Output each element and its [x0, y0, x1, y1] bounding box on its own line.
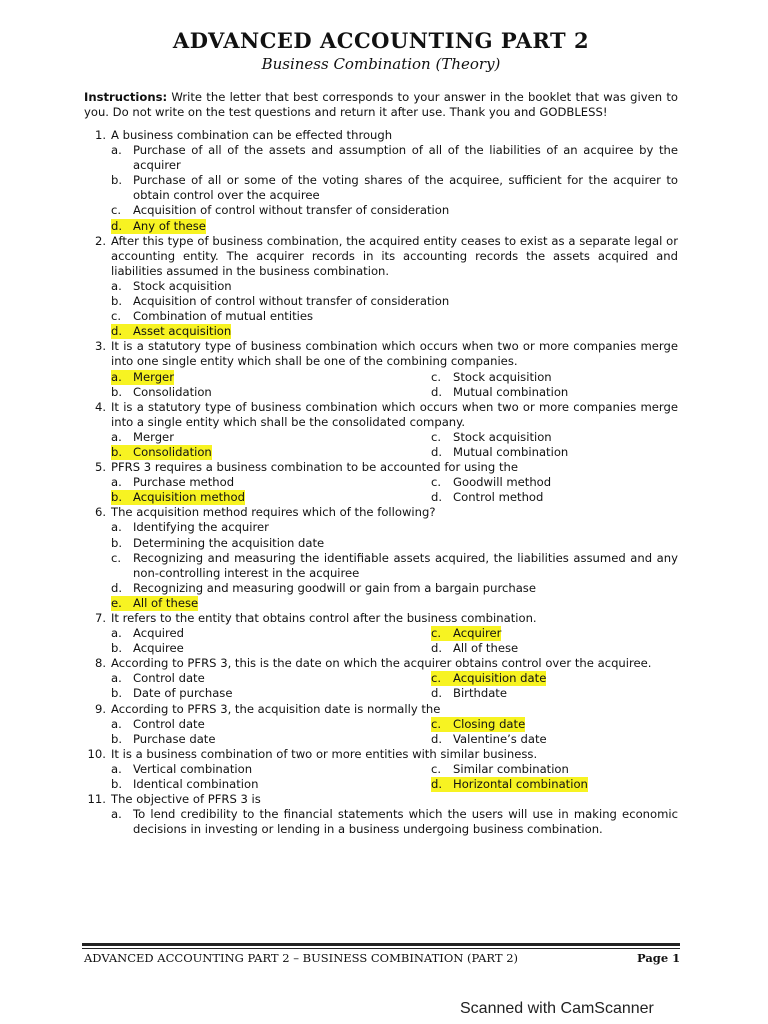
question-number: 6.: [94, 505, 106, 520]
option-text: Goodwill method: [453, 475, 552, 490]
question-number: 9.: [94, 701, 106, 716]
answer-option: [431, 732, 678, 747]
option-text: Merger: [133, 369, 174, 384]
question-7: [84, 611, 678, 656]
answer-option: [111, 762, 431, 777]
question-4: [84, 400, 678, 460]
option-text: Acquirer: [453, 626, 502, 641]
question-number: 4.: [94, 399, 106, 414]
option-letter: b.: [111, 490, 123, 505]
answer-highlight: [431, 671, 546, 686]
answer-option: [111, 279, 678, 294]
answer-option: [111, 143, 678, 173]
option-letter: c.: [111, 203, 122, 218]
answer-option: [431, 762, 678, 777]
option-text: Acquisition method: [133, 490, 245, 505]
option-text: Any of these: [133, 218, 206, 233]
option-letter: a.: [111, 278, 122, 293]
option-letter: a.: [111, 429, 122, 444]
question-6: [84, 505, 678, 611]
option-text: Date of purchase: [133, 686, 233, 701]
answer-option: [431, 385, 678, 400]
option-text: Control date: [133, 716, 205, 731]
option-text: Purchase of all or some of the voting shares of the acquiree, sufficient for the acquirer to obtain control over the acquiree: [133, 173, 678, 203]
question-number: 10.: [87, 746, 106, 761]
option-text: Stock acquisition: [133, 278, 232, 293]
option-letter: c.: [431, 716, 442, 731]
option-letter: a.: [111, 671, 122, 686]
option-text: All of these: [133, 595, 199, 610]
option-letter: a.: [111, 807, 122, 822]
option-letter: a.: [111, 761, 122, 776]
question-stem: [84, 460, 678, 475]
answer-options: [111, 430, 678, 460]
option-letter: b.: [111, 444, 123, 459]
answer-options: [111, 717, 678, 747]
option-letter: a.: [111, 369, 122, 384]
question-number: 7.: [94, 611, 106, 625]
answer-option: [111, 777, 431, 792]
answer-option: [111, 596, 678, 611]
option-letter: b.: [111, 294, 123, 309]
question-stem: [84, 747, 678, 762]
question-stem: [84, 611, 678, 626]
option-text: Similar combination: [453, 761, 569, 776]
option-text: Purchase of all of the assets and assumption of all of the liabilities of an acquiree by the acquirer: [133, 143, 678, 173]
answer-options: [111, 143, 678, 234]
option-text: Mutual combination: [453, 384, 569, 399]
answer-option: [431, 671, 678, 686]
answer-options: [111, 279, 678, 339]
instructions-label: Instructions:: [84, 90, 168, 104]
option-letter: d.: [431, 490, 443, 505]
answer-highlight: [111, 490, 245, 505]
answer-option: [111, 641, 431, 656]
option-letter: a.: [111, 520, 122, 535]
answer-option: [111, 490, 431, 505]
option-text: Mutual combination: [453, 444, 569, 459]
question-text: It refers to the entity that obtains control after the business combination.: [111, 611, 537, 625]
answer-options: [111, 626, 678, 656]
answer-option: [431, 475, 678, 490]
option-letter: a.: [111, 475, 122, 490]
answer-options: [111, 762, 678, 792]
option-text: Combination of mutual entities: [133, 309, 314, 324]
answer-option: [111, 686, 431, 701]
question-number: 5.: [94, 460, 106, 475]
option-text: All of these: [453, 641, 519, 656]
question-number: 1.: [94, 128, 106, 142]
question-text: It is a business combination of two or more entities with similar business.: [111, 746, 538, 761]
option-letter: d.: [431, 384, 443, 399]
question-stem: [84, 792, 678, 807]
question-stem: [84, 656, 678, 671]
option-letter: c.: [431, 671, 442, 686]
option-letter: c.: [431, 475, 442, 490]
option-letter: c.: [111, 550, 122, 565]
option-text: Stock acquisition: [453, 369, 552, 384]
option-text: Vertical combination: [133, 761, 253, 776]
option-letter: a.: [111, 626, 122, 641]
answer-options: [111, 520, 678, 611]
option-text: Birthdate: [453, 686, 507, 701]
option-letter: b.: [111, 777, 123, 792]
question-8: [84, 656, 678, 701]
question-5: [84, 460, 678, 505]
answer-highlight: [111, 324, 231, 339]
option-text: Recognizing and measuring goodwill or gain from a bargain purchase: [133, 580, 536, 595]
option-letter: d.: [431, 777, 443, 792]
question-text: PFRS 3 requires a business combination to be accounted for using the: [111, 460, 518, 475]
answer-option: [431, 370, 678, 385]
option-letter: d.: [431, 641, 443, 656]
answer-option: [111, 536, 678, 551]
question-stem: [84, 234, 678, 279]
option-text: To lend credibility to the financial statements which the users will use in making economic decisions in investing or lending in a business undergoing business combination.: [133, 807, 678, 837]
answer-options: [111, 671, 678, 701]
option-text: Acquisition of control without transfer of consideration: [133, 203, 450, 218]
question-text: It is a statutory type of business combination which occurs when two or more companies merge into one single entity which shall be one of the combining companies.: [111, 339, 678, 369]
answer-highlight: [431, 777, 588, 792]
question-stem: [84, 339, 678, 369]
question-text: It is a statutory type of business combination which occurs when two or more companies merge into a single entity which shall be the consolidated company.: [111, 399, 678, 429]
answer-option: [111, 626, 431, 641]
answer-option: [111, 173, 678, 203]
option-letter: c.: [111, 309, 122, 324]
option-text: Determining the acquisition date: [133, 535, 325, 550]
question-text: The objective of PFRS 3 is: [111, 792, 261, 807]
question-number: 3.: [94, 339, 106, 354]
option-letter: c.: [431, 761, 442, 776]
answer-highlight: [111, 370, 174, 385]
question-number: 11.: [87, 792, 106, 807]
option-letter: b.: [111, 384, 123, 399]
option-letter: d.: [431, 686, 443, 701]
answer-highlight: [111, 219, 206, 234]
option-letter: d.: [111, 580, 123, 595]
answer-highlight: [431, 717, 525, 732]
option-letter: c.: [431, 429, 442, 444]
document-title: ADVANCED ACCOUNTING PART 2: [172, 28, 590, 53]
option-text: Stock acquisition: [453, 429, 552, 444]
option-letter: d.: [111, 324, 123, 339]
option-text: Identifying the acquirer: [133, 520, 269, 535]
option-letter: e.: [111, 595, 122, 610]
option-letter: d.: [431, 444, 443, 459]
answer-option: [111, 309, 678, 324]
instructions-text: Write the letter that best corresponds to your answer in the booklet that was given to you. Do not write on the test questions and return it after use. Thank you and GODBLESS!: [84, 90, 679, 119]
option-text: Control method: [453, 490, 544, 505]
question-stem: [84, 400, 678, 430]
option-letter: b.: [111, 535, 123, 550]
answer-option: [111, 445, 431, 460]
option-letter: a.: [111, 143, 122, 158]
option-letter: b.: [111, 731, 123, 746]
option-letter: b.: [111, 173, 123, 188]
option-letter: b.: [111, 641, 123, 656]
option-letter: c.: [431, 626, 442, 641]
answer-option: [431, 777, 678, 792]
document-page: [84, 28, 678, 837]
option-letter: d.: [431, 731, 443, 746]
answer-option: [111, 219, 678, 234]
option-text: Recognizing and measuring the identifiable assets acquired, the liabilities assumed and any non-controlling interest in the acquiree: [133, 550, 678, 580]
document-subtitle: Business Combination (Theory): [261, 55, 501, 73]
option-text: Horizontal combination: [453, 777, 588, 792]
option-letter: a.: [111, 716, 122, 731]
answer-option: [431, 641, 678, 656]
answer-highlight: [111, 596, 198, 611]
answer-highlight: [111, 445, 212, 460]
question-number: 2.: [94, 233, 106, 248]
question-text: The acquisition method requires which of the following?: [111, 505, 436, 520]
page-number: Page 1: [637, 951, 681, 965]
answer-option: [111, 671, 431, 686]
option-text: Control date: [133, 671, 205, 686]
question-text: After this type of business combination, the acquired entity ceases to exist as a separate legal or accounting entity. The acquirer records in its accounting records the assets acquired and liabilities assumed in the business combination.: [111, 233, 678, 278]
question-stem: [84, 128, 678, 143]
answer-option: [111, 385, 431, 400]
option-text: Identical combination: [133, 777, 259, 792]
option-text: Acquisition date: [453, 671, 547, 686]
option-text: Acquisition of control without transfer of consideration: [133, 294, 450, 309]
question-number: 8.: [94, 656, 106, 671]
question-3: [84, 339, 678, 399]
answer-option: [111, 324, 678, 339]
answer-options: [111, 475, 678, 505]
answer-option: [111, 520, 678, 535]
answer-option: [431, 490, 678, 505]
option-letter: c.: [431, 369, 442, 384]
option-letter: b.: [111, 686, 123, 701]
answer-option: [431, 445, 678, 460]
answer-options: [111, 807, 678, 837]
answer-option: [111, 370, 431, 385]
answer-option: [111, 430, 431, 445]
option-text: Asset acquisition: [133, 324, 232, 339]
question-2: [84, 234, 678, 340]
question-11: [84, 792, 678, 837]
answer-option: [111, 807, 678, 837]
option-text: Acquired: [133, 626, 185, 641]
answer-option: [431, 626, 678, 641]
scanner-watermark: Scanned with CamScanner: [460, 1000, 654, 1017]
option-text: Consolidation: [133, 444, 212, 459]
question-stem: [84, 702, 678, 717]
instructions: [84, 90, 678, 120]
question-text: According to PFRS 3, the acquisition date is normally the: [111, 701, 441, 716]
answer-option: [111, 551, 678, 581]
option-text: Merger: [133, 429, 174, 444]
answer-highlight: [431, 626, 501, 641]
option-text: Closing date: [453, 716, 526, 731]
answer-option: [111, 475, 431, 490]
option-letter: d.: [111, 218, 123, 233]
footer-title: ADVANCED ACCOUNTING PART 2 – BUSINESS COMBINATION (PART 2): [84, 951, 519, 965]
answer-option: [111, 581, 678, 596]
option-text: Valentine’s date: [453, 731, 547, 746]
question-1: [84, 128, 678, 234]
answer-option: [111, 732, 431, 747]
answer-option: [111, 717, 431, 732]
question-10: [84, 747, 678, 792]
footer-rule: [82, 943, 680, 946]
option-text: Acquiree: [133, 641, 184, 656]
question-stem: [84, 505, 678, 520]
option-text: Purchase date: [133, 731, 216, 746]
answer-option: [431, 686, 678, 701]
answer-option: [111, 203, 678, 218]
option-text: Consolidation: [133, 384, 212, 399]
option-text: Purchase method: [133, 475, 235, 490]
answer-option: [111, 294, 678, 309]
question-9: [84, 702, 678, 747]
question-list: [84, 128, 678, 837]
answer-options: [111, 370, 678, 400]
footer-rule-thin: [82, 948, 680, 949]
question-text: A business combination can be effected through: [111, 128, 393, 142]
answer-option: [431, 430, 678, 445]
answer-option: [431, 717, 678, 732]
question-text: According to PFRS 3, this is the date on which the acquirer obtains control over the acquiree.: [111, 656, 652, 671]
